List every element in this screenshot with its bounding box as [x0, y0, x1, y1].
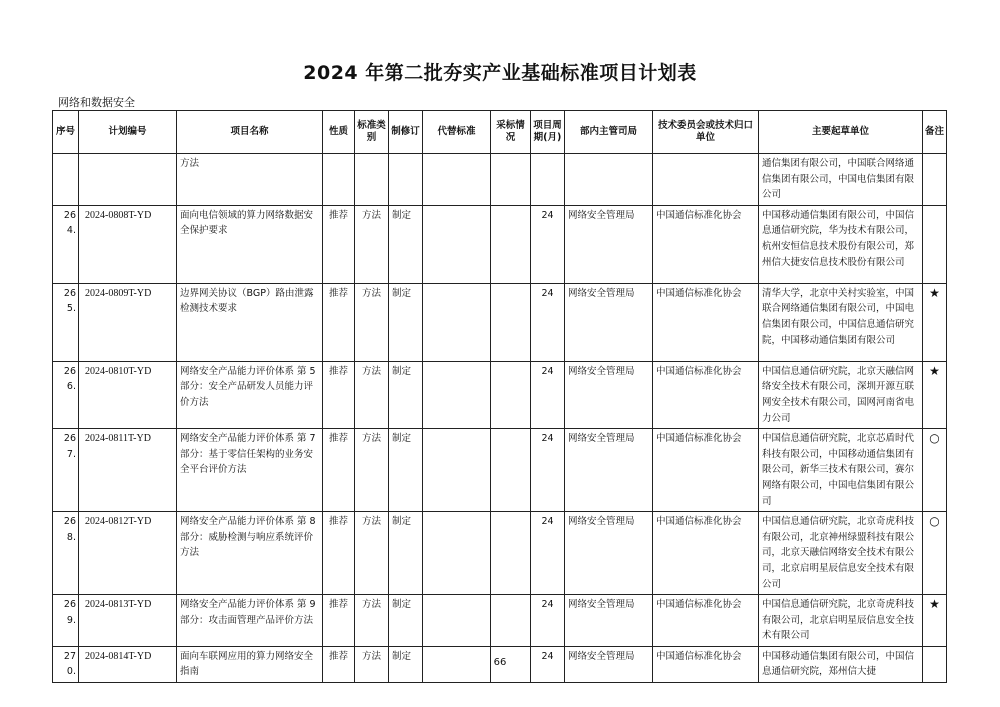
- drafters-cell: 中国信息通信研究院，北京天融信网络安全技术有限公司，深圳开源互联网安全技术有限公司，国网河南省电力公司: [759, 361, 923, 428]
- note-cell: ○: [923, 429, 947, 512]
- adoption-cell: [491, 361, 531, 428]
- category-cell: 方法: [355, 429, 389, 512]
- nature-cell: [323, 154, 355, 206]
- note-cell: ★: [923, 283, 947, 361]
- note-cell: ○: [923, 512, 947, 595]
- plan-code-cell: 2024-0811T-YD: [79, 429, 177, 512]
- project-name-cell: 边界网关协议（BGP）路由泄露检测技术要求: [177, 283, 323, 361]
- project-name-cell: 方法: [177, 154, 323, 206]
- drafters-cell: 中国信息通信研究院，北京奇虎科技有限公司，北京神州绿盟科技有限公司，北京天融信网络安全技术有限公司，北京启明星辰信息安全技术有限公司: [759, 512, 923, 595]
- revision-cell: [389, 154, 423, 206]
- department-cell: 网络安全管理局: [565, 429, 653, 512]
- header-cell: 计划编号: [79, 111, 177, 154]
- cycle-cell: 24: [531, 361, 565, 428]
- adoption-cell: [491, 154, 531, 206]
- plan-code-cell: 2024-0812T-YD: [79, 512, 177, 595]
- drafters-cell: 清华大学，北京中关村实验室，中国联合网络通信集团有限公司，中国电信集团有限公司，中国信息通信研究院，中国移动通信集团有限公司: [759, 283, 923, 361]
- drafters-cell: 中国信息通信研究院，北京芯盾时代科技有限公司，中国移动通信集团有限公司，新华三技术有限公司，赛尔网络有限公司，中国电信集团有限公司: [759, 429, 923, 512]
- committee-cell: 中国通信标准化协会: [653, 646, 759, 682]
- replaced-standard-cell: [423, 205, 491, 283]
- plan-code-cell: 2024-0808T-YD: [79, 205, 177, 283]
- department-cell: 网络安全管理局: [565, 361, 653, 428]
- department-cell: 网络安全管理局: [565, 646, 653, 682]
- nature-cell: 推荐: [323, 429, 355, 512]
- plan-code-cell: [79, 154, 177, 206]
- note-cell: [923, 154, 947, 206]
- adoption-cell: [491, 429, 531, 512]
- header-cell: 代替标准: [423, 111, 491, 154]
- header-cell: 技术委员会或技术归口单位: [653, 111, 759, 154]
- department-cell: 网络安全管理局: [565, 512, 653, 595]
- committee-cell: 中国通信标准化协会: [653, 205, 759, 283]
- header-cell: 标准类别: [355, 111, 389, 154]
- cycle-cell: 24: [531, 283, 565, 361]
- table-row: [53, 361, 947, 428]
- note-cell: ★: [923, 361, 947, 428]
- department-cell: 网络安全管理局: [565, 595, 653, 647]
- nature-cell: 推荐: [323, 283, 355, 361]
- adoption-cell: [491, 512, 531, 595]
- header-cell: 项目周期(月): [531, 111, 565, 154]
- header-cell: 采标情况: [491, 111, 531, 154]
- replaced-standard-cell: [423, 361, 491, 428]
- replaced-standard-cell: [423, 283, 491, 361]
- category-cell: 方法: [355, 646, 389, 682]
- table-row: [53, 512, 947, 595]
- committee-cell: 中国通信标准化协会: [653, 283, 759, 361]
- category-cell: 方法: [355, 283, 389, 361]
- table-row: [53, 283, 947, 361]
- revision-cell: 制定: [389, 361, 423, 428]
- header-cell: 制修订: [389, 111, 423, 154]
- drafters-cell: 中国移动通信集团有限公司，中国信息通信研究院，华为技术有限公司，杭州安恒信息技术股份有限公司，郑州信大捷安信息技术股份有限公司: [759, 205, 923, 283]
- nature-cell: 推荐: [323, 512, 355, 595]
- committee-cell: 中国通信标准化协会: [653, 361, 759, 428]
- drafters-cell: 通信集团有限公司，中国联合网络通信集团有限公司，中国电信集团有限公司: [759, 154, 923, 206]
- nature-cell: 推荐: [323, 205, 355, 283]
- category-cell: 方法: [355, 595, 389, 647]
- revision-cell: 制定: [389, 429, 423, 512]
- category-cell: 方法: [355, 361, 389, 428]
- adoption-cell: [491, 205, 531, 283]
- committee-cell: 中国通信标准化协会: [653, 429, 759, 512]
- note-cell: ★: [923, 595, 947, 647]
- project-name-cell: 网络安全产品能力评价体系 第 8 部分：威胁检测与响应系统评价方法: [177, 512, 323, 595]
- plan-code-cell: 2024-0809T-YD: [79, 283, 177, 361]
- nature-cell: 推荐: [323, 646, 355, 682]
- seq-cell: 266.: [53, 361, 79, 428]
- replaced-standard-cell: [423, 512, 491, 595]
- cycle-cell: 24: [531, 595, 565, 647]
- page-number: 66: [493, 657, 507, 668]
- revision-cell: 制定: [389, 205, 423, 283]
- revision-cell: 制定: [389, 646, 423, 682]
- nature-cell: 推荐: [323, 361, 355, 428]
- seq-cell: [53, 154, 79, 206]
- seq-cell: 264.: [53, 205, 79, 283]
- nature-cell: 推荐: [323, 595, 355, 647]
- department-cell: 网络安全管理局: [565, 205, 653, 283]
- table-header-row: [53, 111, 947, 154]
- plan-code-cell: 2024-0814T-YD: [79, 646, 177, 682]
- table-row: [53, 205, 947, 283]
- header-cell: 性质: [323, 111, 355, 154]
- revision-cell: 制定: [389, 512, 423, 595]
- replaced-standard-cell: [423, 429, 491, 512]
- department-cell: [565, 154, 653, 206]
- drafters-cell: 中国信息通信研究院，北京奇虎科技有限公司，北京启明星辰信息安全技术有限公司: [759, 595, 923, 647]
- category-cell: 方法: [355, 512, 389, 595]
- replaced-standard-cell: [423, 595, 491, 647]
- plan-code-cell: 2024-0810T-YD: [79, 361, 177, 428]
- header-cell: 项目名称: [177, 111, 323, 154]
- category-cell: [355, 154, 389, 206]
- revision-cell: 制定: [389, 595, 423, 647]
- committee-cell: 中国通信标准化协会: [653, 512, 759, 595]
- seq-cell: 269.: [53, 595, 79, 647]
- project-name-cell: 网络安全产品能力评价体系 第 7 部分：基于零信任架构的业务安全平台评价方法: [177, 429, 323, 512]
- project-name-cell: 网络安全产品能力评价体系 第 5 部分：安全产品研发人员能力评价方法: [177, 361, 323, 428]
- department-cell: 网络安全管理局: [565, 283, 653, 361]
- section-label: 网络和数据安全: [58, 96, 135, 109]
- header-cell: 主要起草单位: [759, 111, 923, 154]
- committee-cell: [653, 154, 759, 206]
- cycle-cell: 24: [531, 512, 565, 595]
- committee-cell: 中国通信标准化协会: [653, 595, 759, 647]
- adoption-cell: [491, 283, 531, 361]
- header-cell: 备注: [923, 111, 947, 154]
- seq-cell: 265.: [53, 283, 79, 361]
- seq-cell: 268.: [53, 512, 79, 595]
- seq-cell: 270.: [53, 646, 79, 682]
- plan-code-cell: 2024-0813T-YD: [79, 595, 177, 647]
- note-cell: [923, 205, 947, 283]
- project-name-cell: 网络安全产品能力评价体系 第 9 部分：攻击面管理产品评价方法: [177, 595, 323, 647]
- category-cell: 方法: [355, 205, 389, 283]
- seq-cell: 267.: [53, 429, 79, 512]
- cycle-cell: 24: [531, 205, 565, 283]
- replaced-standard-cell: [423, 154, 491, 206]
- project-name-cell: 面向电信领域的算力网络数据安全保护要求: [177, 205, 323, 283]
- revision-cell: 制定: [389, 283, 423, 361]
- table-row: [53, 429, 947, 512]
- drafters-cell: 中国移动通信集团有限公司，中国信息通信研究院，郑州信大捷: [759, 646, 923, 682]
- project-name-cell: 面向车联网应用的算力网络安全指南: [177, 646, 323, 682]
- header-cell: 部内主管司局: [565, 111, 653, 154]
- standards-plan-table: [52, 110, 947, 683]
- adoption-cell: [491, 595, 531, 647]
- page-title: 2024 年第二批夯实产业基础标准项目计划表: [303, 62, 697, 84]
- cycle-cell: [531, 154, 565, 206]
- header-cell: 序号: [53, 111, 79, 154]
- cycle-cell: 24: [531, 646, 565, 682]
- table-row: [53, 154, 947, 206]
- cycle-cell: 24: [531, 429, 565, 512]
- table-row: [53, 595, 947, 647]
